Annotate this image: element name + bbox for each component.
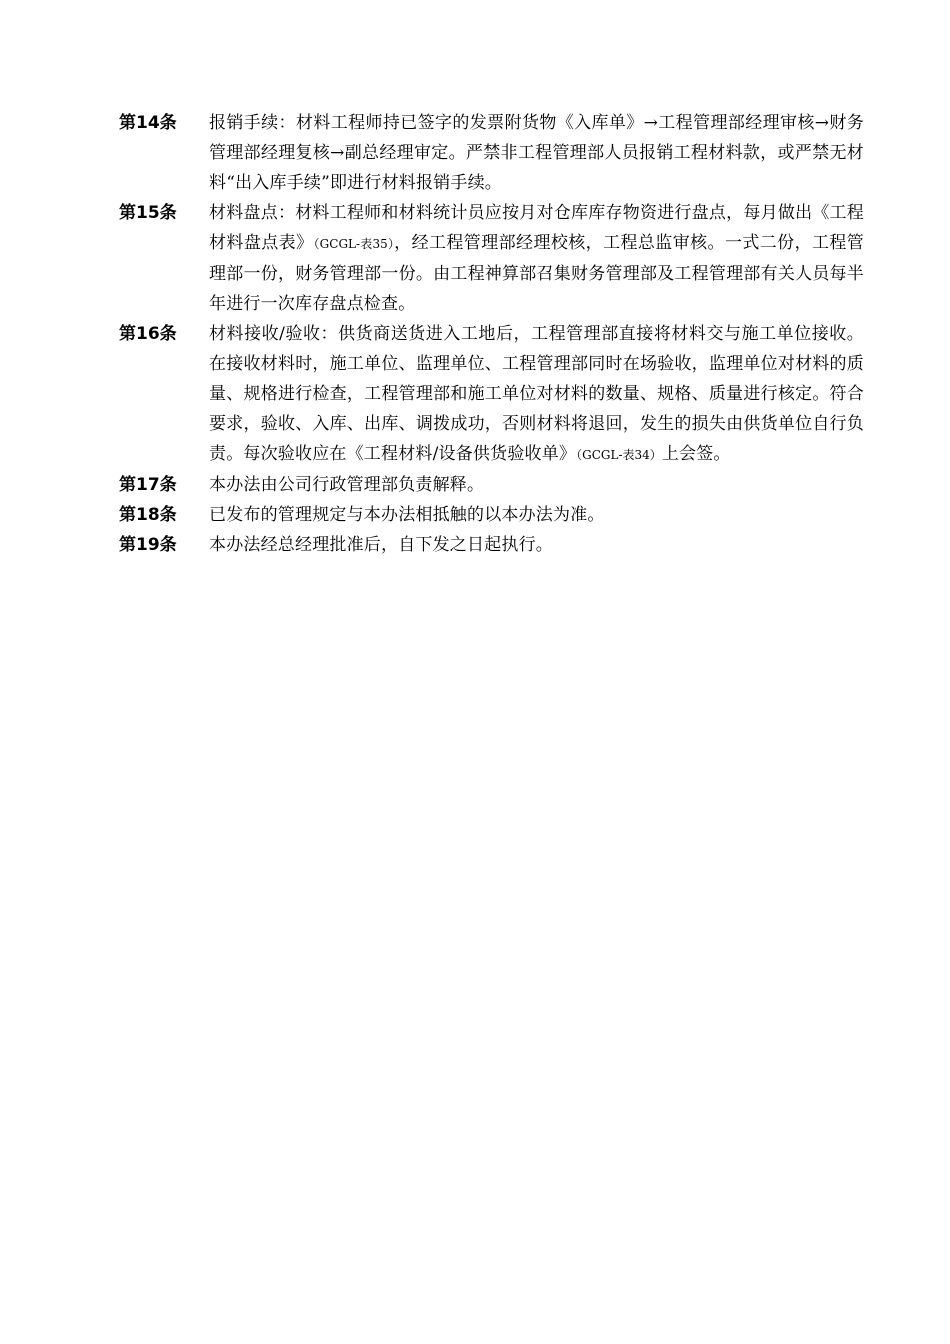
article-number: 第17条: [119, 475, 177, 495]
form-code: （GCGL-表34）: [576, 448, 662, 462]
article-number: 第18条: [119, 505, 177, 525]
article-text-part: 材料接收/验收：供货商送货进入工地后，工程管理部直接将材料交与施工单位接收。在接收材料时，施工单位、监理单位、工程管理部同时在场验收，监理单位对材料的质量、规格进行检查，工程管理部和施工单位对材料的数量、规格、质量进行核定。符合要求，验收、入库、出库、调拨成功，否则材料将退回，发生的损失由供货单位自行负责。每次验收应在《工程材料/设备供货验收单》: [209, 324, 864, 464]
article-number: 第19条: [119, 535, 177, 555]
article-number: 第15条: [119, 203, 177, 223]
article-number: 第14条: [119, 113, 177, 133]
article-text-part: 上会签。: [661, 444, 731, 464]
article-text-part: ，经工程管理部经理校核，工程总监审核。一式二份，工程管理部一份，财务管理部一份。由工程神算部召集财务管理部及工程管理部有关人员每半年进行一次库存盘点检查。: [209, 233, 865, 314]
form-code: （GCGL-表35）: [313, 237, 395, 251]
article-17: [119, 470, 864, 500]
article-text: [209, 198, 864, 319]
article-18: [119, 500, 864, 530]
article-number: 第16条: [119, 324, 177, 344]
article-text: [209, 319, 864, 470]
article-text: 本办法由公司行政管理部负责解释。: [209, 475, 485, 495]
article-text: 本办法经总经理批准后，自下发之日起执行。: [209, 535, 553, 555]
article-list: [119, 108, 864, 560]
article-text: 已发布的管理规定与本办法相抵触的以本办法为准。: [209, 505, 605, 525]
article-16: [119, 319, 864, 470]
article-text-part: 材料盘点：材料工程师和材料统计员应按月对仓库库存物资进行盘点，每月做出《工程材料盘点表》: [209, 203, 864, 253]
article-14: [119, 108, 864, 198]
article-15: [119, 198, 864, 319]
article-text: 报销手续：材料工程师持已签字的发票附货物《入库单》→工程管理部经理审核→财务管理部经理复核→副总经理审定。严禁非工程管理部人员报销工程材料款，或严禁无材料“出入库手续”即进行材料报销手续。: [209, 113, 864, 193]
article-19: [119, 530, 864, 560]
